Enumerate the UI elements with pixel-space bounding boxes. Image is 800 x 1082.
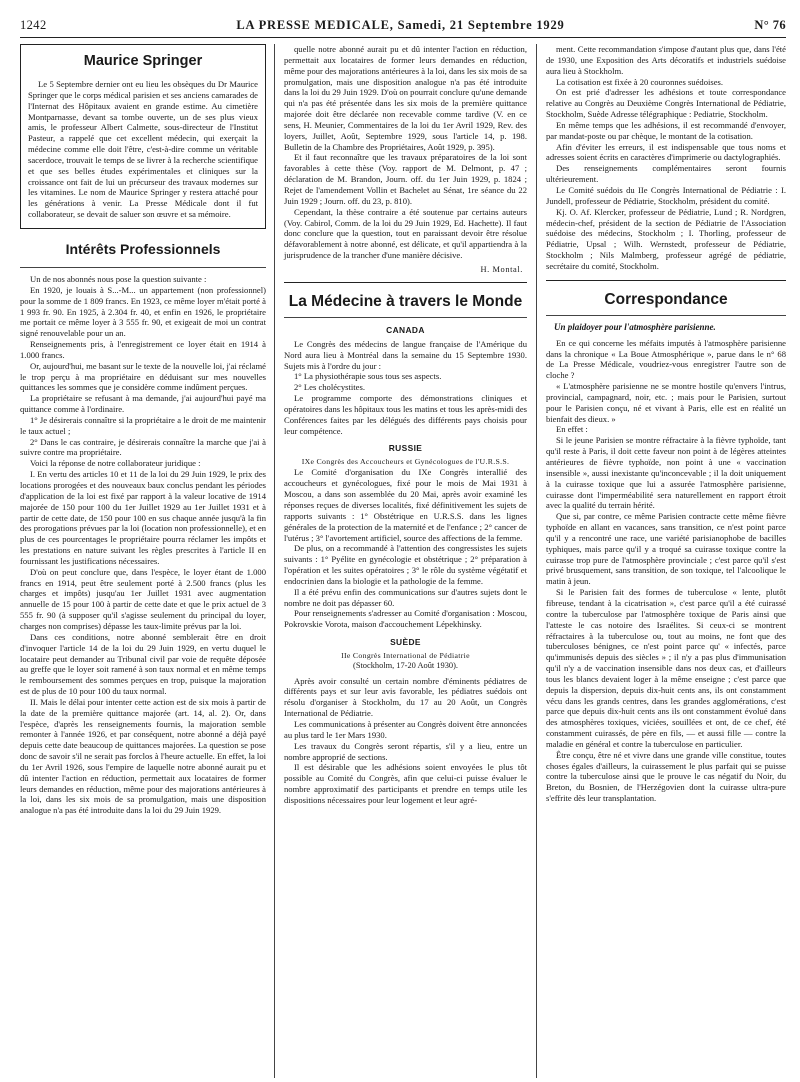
paragraph: II. Mais le délai pour intenter cette action est de six mois à partir de la date de la première quittance majorée (art. 14, al. 2). Or, dans l'espèce, d'après les renseignements fournis, la majoration semble remonter à l'année 1926, et par conséquent, notre abonné a déjà payé depuis cette date beaucoup de quittances majorées. La question se pose donc de savoir s'il ne serait pas forclos à l'heure actuelle. En effet, la loi du 1er Avril 1926, sous l'empire de laquelle notre abonné aurait pu et dû intenter l'action en réduction, permettait aux locataires de former leurs demandes en réduction, même pour des majorations antérieures à la loi, dans les six mois de sa promulgation, mais une disposition analogue n'a pas été introduite dans la loi du 29 Juin 1929. <box>20 696 266 816</box>
paragraph: La cotisation est fixée à 20 couronnes suédoises. <box>556 76 724 87</box>
paragraph: 2° Dans le cas contraire, je désirerais connaître la marche que j'ai à suivre contre ma propriétaire. <box>20 436 266 458</box>
paragraph: Renseignements pris, à l'enregistrement ce loyer était en 1914 à 1.000 francs. <box>20 339 266 360</box>
correspondance-title: Correspondance <box>604 290 728 308</box>
springer-obituary <box>20 44 266 229</box>
interets-body <box>20 274 266 816</box>
column-1 <box>20 44 274 1078</box>
springer-title: Maurice Springer <box>83 53 203 69</box>
divider <box>284 282 527 283</box>
paragraph: 1° Je désirerais connaître si la propriétaire a le droit de me maintenir le taux actuel ; <box>20 414 266 436</box>
springer-paragraph: Le 5 Septembre dernier ont eu lieu les obsèques du Dr Maurice Springer que le corps médical parisien et ses anciens camarades de l'Internat des Hôpitaux avaient en grande estime. Au cimetière Montparnasse, devant sa tombe ouverte, un de ses plus vieux amis, le professeur Albert Calmette, sous-directeur de l'Institut Pasteur, a rappelé que cet excellent médecin, qui exerçait la médecine comme elle doit l'être, c'est-à-dire comme un véritable sacerdoce, trouvait le temps de se livrer à la recherche scientifique et que ses belles études expérimentales et cliniques sur la croissance ont fait de lui un précurseur des travaux modernes sur les vitamines. Le nom de Maurice Springer y restera attaché pour les générations à venir. La Presse Médicale dont il fut collaborateur, se devait de saluer son œuvre et sa mémoire. <box>28 79 258 220</box>
column-3 <box>536 44 786 1078</box>
paragraph: Que si, par contre, ce même Parisien contracte cette même fièvre typhoïde en allant en vacances, sans transition, ce n'est point parce qu'il y a rencontré une race, une variété parisianophobe de bacilles typhiques, mais parce qu'il y a troqué sa cuirasse toxique contre la cuirasse trop pure de l'atmosphère provinciale ; c'est parce qu'il s'est privé brusquement, sans transition, de son toxique, tel l'alcoolique le matin à jeun. <box>546 511 786 587</box>
issue-number: N° 76 <box>754 18 786 32</box>
paragraph: Or, aujourd'hui, me basant sur le texte de la nouvelle loi, j'ai réclamé le trop perçu à ma propriétaire en déduisant sur mes nouvelles quittances les sommes que je considère comme indûment perçues. <box>20 360 266 393</box>
paragraph: La propriétaire se refusant à ma demande, j'ai aujourd'hui payé ma quittance comme à l'ordinaire. <box>20 393 266 415</box>
paragraph: quelle notre abonné aurait pu et dû intenter l'action en réduction, permettait aux locataires de former leurs demandes en réduction, même pour des majorations antérieures à la loi, dans les six mois de sa promulgation, mais une disposition analogue n'a pas été introduite dans la loi du 29 Juin 1929. D'où on pourrait conclure qu'une demande qui n'a pas été présentée dans les six mois de la première quittance majorée doit être déclarée non recevable comme tardive (V. en ce sens, H. Meunier, Commentaires de la loi du 1er Avril 1929, Rev. des loyers, Juillet, Août, Septembre 1929, sous l'article 14, p. 198. Bulletin de la Chambre des Propriétaires, Août 1929, p. 395). <box>284 44 527 152</box>
paragraph: On est prié d'adresser les adhésions et toute correspondance relative au Congrès au Deuxième Congrès International de Pédiatrie, Stockholm, Suède Adresse télégraphique : Pediatrie, Stockholm. <box>546 87 786 120</box>
divider <box>546 315 786 316</box>
country-heading-canada: CANADA <box>386 324 425 335</box>
paragraph: En même temps que les adhésions, il est recommandé d'envoyer, par mandat-poste ou par chèque, le montant de la cotisation. <box>546 119 786 141</box>
paragraph: Il a été prévu enfin des communications sur d'autres sujets dont le nombre ne doit pas dépasser 60. <box>284 586 527 608</box>
paragraph: En effet : <box>556 424 588 435</box>
paragraph: En 1920, je louais à S...-M... un appartement (non professionnel) pour la somme de 1 809 francs. En 1923, ce même loyer m'était porté à 1 993 fr. 90. En 1925, à 2.304 fr. 40, et enfin en 1926, le propriétaire me portait ce même loyer à 3 555 fr. 90, et exigeait de moi un contrat signé renouvelable pour un an. <box>20 284 266 339</box>
paragraph: En ce qui concerne les méfaits imputés à l'atmosphère parisienne dans la chronique « La Boue Atmosphérique », parue dans le n° 68 de La Presse Médicale, voudriez-vous enregistrer l'autre son de cloche ? <box>546 337 786 381</box>
paragraph: Être conçu, être né et vivre dans une grande ville constitue, toutes choses égales d'ailleurs, la cuirassement le plus parfait qui se puisse contre la tuberculose ainsi que le prouve le cas négatif du Noir, du Breton, du Bosnien, de l'Herzégovien dont la cuirasse ultra-pure s'effrite dès leur transplantation. <box>546 749 786 804</box>
paragraph: Il est désirable que les adhésions soient envoyées le plus tôt possible au Comité du Congrès, afin que celui-ci puisse évaluer le nombre approximatif des participants et prendre en temps utile les dispositions nécessaires pour leur logement et leur agré- <box>284 762 527 805</box>
medecine-title: La Médecine à travers le Monde <box>288 292 523 310</box>
congress-dates: (Stockholm, 17-20 Août 1930). <box>353 661 458 671</box>
divider <box>284 317 527 318</box>
divider <box>546 280 786 281</box>
paragraph: Dans ces conditions, notre abonné semblerait être en droit d'invoquer l'article 14 de la loi du 29 Juin 1929, en vertu duquel le locataire peut demander au Tribunal civil par voie de requête déposée au greffe que le loyer soit ramené à son taux normal et en même temps le remboursement des sommes perçues en trop, puisque la majoration est de plus de 10 pour 100 du taux normal. <box>20 631 266 697</box>
paragraph: Des renseignements complémentaires seront fournis ultérieurement. <box>546 163 786 185</box>
congress-title: IIe Congrès International de Pédiatrie <box>341 651 470 661</box>
paragraph: De plus, on a recommandé à l'attention des congressistes les sujets suivants : 1° Pyélite en gynécologie et obstétrique ; 2° préparation à l'opération et les suites opératoires ; 3° le rôle du système végétatif et endocrinien dans la biologie et la pathologie de la femme. <box>284 543 527 586</box>
paragraph: 1° La physiothérapie sous tous ses aspects. <box>294 371 442 382</box>
country-heading-suede: SUÈDE <box>390 637 421 648</box>
paragraph: Le Comité d'organisation du IXe Congrès interallié des accoucheurs et gynécologues, fixé pour le mois de Mai 1931 à Moscou, a dans son assemblée du 20 Mai, après avoir examiné les réponses reçues de diverses localités, fixé définitivement les sujets de rapports suivants : 1° Obstétrique en U.R.S.S. dans les lignes générales de la protection de la maternité et de l'enfance ; 2° cancer de l'utérus ; 3° l'avortement artificiel, source des affections de la femme. <box>284 467 527 543</box>
paragraph: Les communications à présenter au Congrès doivent être annoncées au plus tard le 1er Mars 1930. <box>284 719 527 740</box>
paragraph: Afin d'éviter les erreurs, il est indispensable que tous noms et adresses soient écrits en caractères d'imprimerie ou dactylographiés. <box>546 141 786 163</box>
paragraph: Pour renseignements s'adresser au Comité d'organisation : Moscou, Pokrovskie Vorota, maison d'accouchement Lépekhinsky. <box>284 608 527 630</box>
columns <box>20 44 786 1078</box>
page-number: 1242 <box>20 18 47 32</box>
paragraph: 2° Les cholécystites. <box>294 382 365 393</box>
paragraph: Voici la réponse de notre collaborateur juridique : <box>30 458 201 469</box>
paragraph: Le programme comporte des démonstrations cliniques et opératoires dans les hôpitaux tous les matins et tous les après-midi des Conférences faites par les délégués des différents pays choisis pour leur compétence. <box>284 393 527 436</box>
paragraph: Cependant, la thèse contraire a été soutenue par certains auteurs (Voy. Cabirol, Comm. de la loi du 29 Juin 1929, Ed. Hachette). Il faut donc conclure que la question, tout en paraissant devoir être résolue défavorablement à notre abonné, est délicate, et qu'il appartiendra à la jurisprudence de la trancher d'une manière décisive. <box>284 206 527 261</box>
country-heading-russie: RUSSIE <box>388 443 423 454</box>
paragraph: D'où on peut conclure que, dans l'espèce, le loyer étant de 1.000 francs en 1914, peut être seulement porté à 2.500 francs (plus les charges et impôts) jusqu'au 1er Juillet 1931 avec augmentation annuelle de 15 pour 100 à partir de cette date et que le prix actuel de 3 555 fr. 90 (à supposer qu'il s'agisse seulement du principal du loyer, charges non comprises) dépasse les taux-limite prévus par la loi. <box>20 566 266 631</box>
congress-title: IXe Congrès des Accoucheurs et Gynécologues de l'U.R.S.S. <box>301 457 510 467</box>
paragraph: Kj. O. Af. Klercker, professeur de Pédiatrie, Lund ; R. Nordgren, médecin-chef, président de la section de Pédiatrie de l'Association suédoise des médecins, Stockholm ; I. Thorling, professeur de Pédiatrie, Upsal ; Wilh. Wernstedt, professeur de Pédiatrie, Stockholm ; Nils Malmberg, professeur agrégé de pédiatrie, secrétaire du comité, Stockholm. <box>546 206 786 271</box>
paragraph: Si le jeune Parisien se montre réfractaire à la fièvre typhoïde, tant qu'il reste à Paris, il doit cette faveur non point à de légères atteintes antérieures de fièvre typhoïde, non point à une « vaccination insensible », aussi inexistante qu'inconcevable ; il la doit uniquement à la cuirasse toxique que lui a assurée l'atmosphère parisienne, cuirasse dont l'imperméabilité sera naturellement en rapport étroit avec la qualité du terrain hérité. <box>546 435 786 511</box>
paragraph: Un de nos abonnés nous pose la question suivante : <box>30 273 207 284</box>
paragraph: Le Congrès des médecins de langue française de l'Amérique du Nord aura lieu à Montréal dans la semaine du 15 Septembre 1930. Sujets mis à l'ordre du jour : <box>284 338 527 371</box>
paragraph: I. En vertu des articles 10 et 11 de la loi du 29 Juin 1929, le prix des locations prorogées et des nouveaux baux conclus pendant les périodes d'application de la loi est fixé par rapport à la valeur locative de 1914 majorée de 150 pour 100 du 1er Juillet 1929 au 1er Juillet 1931 et à partir de cette date, de 150 pour 100 en sus chaque année jusqu'à la fin des prorogations prévues par la loi (location non professionnelle), et en plus de ces pourcentages le propriétaire pourra réclamer les impôts et les prestations en nature suivant les règles prescrites à l'article II en fournissant les justifications nécessaires. <box>20 469 266 566</box>
correspondance-subhead: Un plaidoyer pour l'atmosphère parisienne. <box>554 321 716 332</box>
paragraph: « L'atmosphère parisienne ne se montre hostile qu'envers l'intrus, provincial, campagnard, noir, etc. ; mais pour le Parisien, surtout pour le Parisien conçu, né et vivant à Paris, elle est en réalité un bienfait des dieux. » <box>546 381 786 424</box>
paragraph: Après avoir consulté un certain nombre d'éminents pédiatres de différents pays et sur leur avis favorable, les pédiatres suédois ont résolu d'organiser à Stockholm, du 17 au 20 Août, un Congrès International de Pédiatrie. <box>284 675 527 719</box>
paragraph: Si le Parisien fait des formes de tuberculose « lente, plutôt fibreuse, tendant à la cicatrisation », c'est parce qu'il a été cuirassé contre la tuberculose par l'atmosphère toxique de Paris ainsi que l'atteste le cas notoire des Israélites. Si ceux-ci se montrent réfractaires à la tuberculose ou, tout au moins, ne font que des tuberculoses bénignes, ce n'est point parce qu' « infectés, parce qu'immunisés depuis des siècles » ; il n'y a pas plus d'immunisation qu'il n'y a de vaccination insensible dans nos deux cas, et d'ailleurs tous les blancs devaient loger à la même enseigne ; c'est parce que depuis la dispersion, depuis dix-huit cents ans, ils ont constamment vécu dans les grands centres, dans les grandes agglomérations, c'est parce que depuis dix-huit cents ans ils ont constamment évolué dans des atmosphères toxiques, viciées, souillées et ont, de ce chef, été constamment cuirassés, de père en fils, — et aussi fille — contre la maladie en général et contre la tuberculose en particulier. <box>546 587 786 749</box>
author-signature: H. Montal. <box>480 264 523 274</box>
divider <box>20 267 266 268</box>
paragraph: Et il faut reconnaître que les travaux préparatoires de la loi sont favorables à cette thèse (Voy. rapport de M. Delmont, p. 47 ; déclaration de M. Brandon, Journ. off. du 1er Juin 1929, p. 1824 ; Rejet de l'amendement Vollin et Bachelet au Sénat, 1re séance du 22 Juin 1929 ; Journ. off. du 23, p. 810). <box>284 152 527 206</box>
interets-title: Intérêts Professionnels <box>65 240 221 257</box>
paragraph: Le Comité suédois du IIe Congrès International de Pédiatrie : I. Jundell, professeur de Pédiatrie, Stockholm, président du comité. <box>546 184 786 206</box>
column-2 <box>274 44 536 1078</box>
paragraph: ment. Cette recommandation s'impose d'autant plus que, dans l'été de 1930, une Exposition des Arts décoratifs et industriels suédoise aura lieu à Stockholm. <box>546 44 786 76</box>
paragraph: Les travaux du Congrès seront répartis, s'il y a lieu, entre un nombre approprié de sections. <box>284 740 527 762</box>
page-header <box>20 18 786 38</box>
journal-title: LA PRESSE MEDICALE, Samedi, 21 Septembre 1929 <box>236 18 565 32</box>
